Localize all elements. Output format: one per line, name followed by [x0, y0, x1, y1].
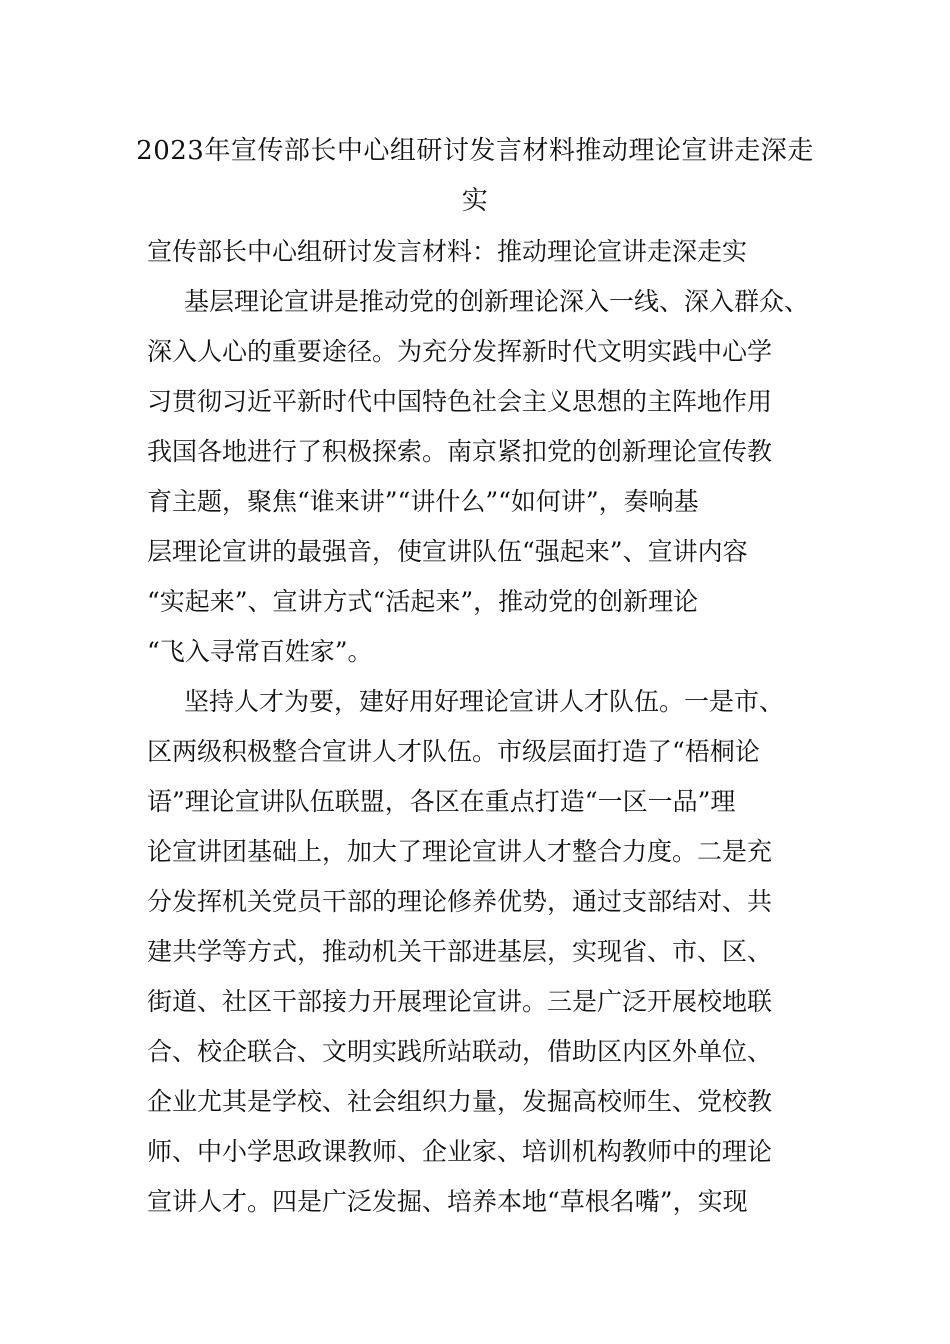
paragraph-2-line: 语”理论宣讲队伍联盟，各区在重点打造“一区一品”理 [147, 787, 736, 816]
document-title [130, 126, 820, 226]
paragraph-2-line: 街道、社区干部接力开展理论宣讲。三是广泛开展校地联 [147, 987, 773, 1016]
document-subtitle: 宣传部长中心组研讨发言材料：推动理论宣讲走深走实 [147, 237, 748, 266]
paragraph-2-line: 分发挥机关党员干部的理论修养优势，通过支部结对、共 [147, 887, 773, 916]
paragraph-1-line: 习贯彻习近平新时代中国特色社会主义思想的主阵地作用 [147, 387, 773, 416]
paragraph-1-line: “实起来”、宣讲方式“活起来”，推动党的创新理论 [147, 587, 699, 616]
paragraph-2-line: 论宣讲团基础上，加大了理论宣讲人才整合力度。二是充 [147, 837, 773, 866]
paragraph-2-line: 区两级积极整合宣讲人才队伍。市级层面打造了“梧桐论 [147, 737, 760, 766]
paragraph-2-line: 建共学等方式，推动机关干部进基层，实现省、市、区、 [147, 937, 773, 966]
paragraph-2-line: 宣讲人才。四是广泛发掘、培养本地“草根名嘴”，实现 [147, 1187, 748, 1216]
paragraph-2-line: 师、中小学思政课教师、企业家、培训机构教师中的理论 [147, 1137, 773, 1166]
paragraph-1-line: 基层理论宣讲是推动党的创新理论深入一线、深入群众、 [184, 287, 810, 316]
paragraph-1-line: 层理论宣讲的最强音，使宣讲队伍“强起来”、宣讲内容 [147, 537, 748, 566]
paragraph-1-line: 深入人心的重要途径。为充分发挥新时代文明实践中心学 [147, 337, 773, 366]
paragraph-2-line: 合、校企联合、文明实践所站联动，借助区内区外单位、 [147, 1037, 773, 1066]
paragraph-1-line: 育主题，聚焦“谁来讲”“讲什么”“如何讲”，奏响基 [147, 487, 699, 516]
paragraph-1-line: “飞入寻常百姓家”。 [147, 637, 373, 666]
paragraph-2-line: 企业尤其是学校、社会组织力量，发掘高校师生、党校教 [147, 1087, 773, 1116]
title-line-1: 2023年宣传部长中心组研讨发言材料推动理论宣讲走深走 [136, 136, 814, 166]
paragraph-2-line: 坚持人才为要，建好用好理论宣讲人才队伍。一是市、 [184, 687, 785, 716]
title-line-2: 实 [461, 186, 489, 216]
paragraph-1-line: 我国各地进行了积极探索。南京紧扣党的创新理论宣传教 [147, 437, 773, 466]
